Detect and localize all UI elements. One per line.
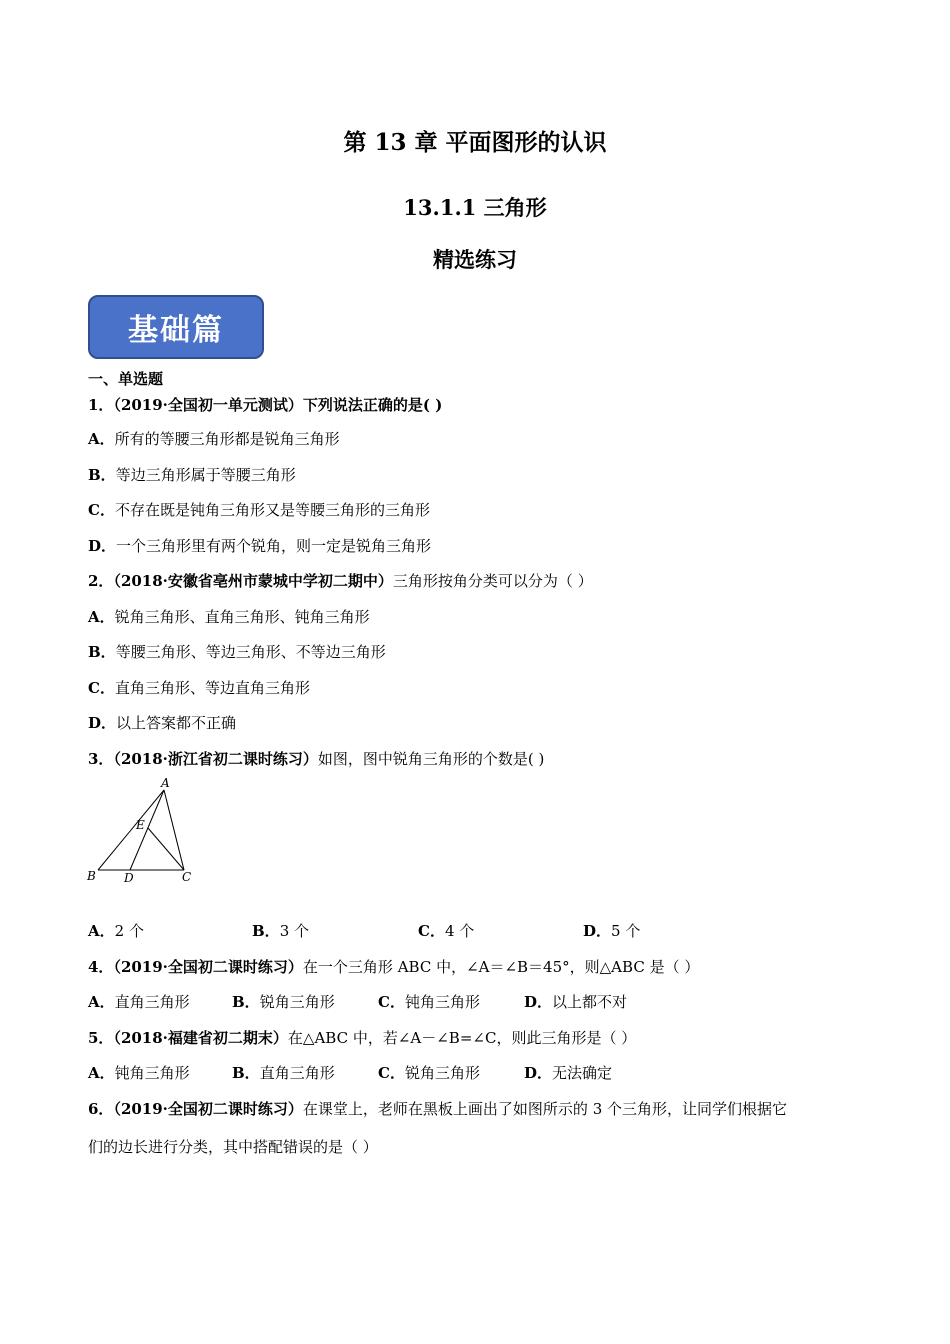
- vertex-label-d: D: [124, 871, 134, 885]
- question-number: 6．: [88, 1100, 114, 1118]
- question-6: [88, 1099, 787, 1119]
- option-d: D．以上答案都不正确: [88, 714, 237, 732]
- exercise-subtitle: 精选练习: [433, 247, 517, 272]
- options-row: [88, 992, 788, 1012]
- question-1: [88, 395, 442, 415]
- level-badge: 基础篇: [88, 295, 264, 359]
- option-c: C．不存在既是钝角三角形又是等腰三角形的三角形: [88, 501, 430, 519]
- option-b: B．等边三角形属于等腰三角形: [88, 466, 296, 484]
- segment-ab: [98, 790, 164, 870]
- question-source: （2019·全国初二课时练习）: [113, 958, 303, 976]
- option-a: A．直角三角形: [88, 993, 190, 1011]
- vertex-label-e: E: [136, 818, 145, 832]
- question-2: [88, 571, 593, 591]
- question-source: （2018·福建省初二期末）: [113, 1029, 288, 1047]
- options-row: [88, 1063, 788, 1083]
- option-d: D．一个三角形里有两个锐角，则一定是锐角三角形: [88, 537, 432, 555]
- question-stem: 下列说法正确的是( ): [302, 396, 443, 414]
- question-stem: 三角形按角分类可以分为（ ）: [392, 572, 593, 590]
- question-source: （2018·浙江省初二课时练习）: [113, 750, 318, 768]
- vertex-label-c: C: [182, 870, 192, 884]
- question-number: 3．: [88, 750, 114, 768]
- option-a: A．2 个: [88, 922, 144, 940]
- option-c: C．4 个: [418, 922, 475, 940]
- question-number: 2．: [88, 572, 114, 590]
- vertex-label-b: B: [87, 869, 96, 883]
- question-source: （2019·全国初一单元测试）: [113, 396, 303, 414]
- option-c: C．锐角三角形: [378, 1064, 480, 1082]
- option-b: B．等腰三角形、等边三角形、不等边三角形: [88, 643, 386, 661]
- question-6-continued: 们的边长进行分类，其中搭配错误的是（ ）: [88, 1138, 378, 1156]
- options-row: [88, 921, 788, 941]
- option-b: B．直角三角形: [232, 1064, 335, 1082]
- part-heading: 一、单选题: [88, 370, 164, 388]
- question-number: 1．: [88, 396, 114, 414]
- question-number: 5．: [88, 1029, 114, 1047]
- option-a: A．所有的等腰三角形都是锐角三角形: [88, 430, 340, 448]
- question-number: 4．: [88, 958, 114, 976]
- question-stem: 在一个三角形 ABC 中，∠A＝∠B＝45°，则△ABC 是（ ）: [302, 958, 700, 976]
- option-d: D．无法确定: [524, 1064, 613, 1082]
- option-a: A．钝角三角形: [88, 1064, 190, 1082]
- question-source: （2019·全国初二课时练习）: [113, 1100, 303, 1118]
- chapter-title: 第 13 章 平面图形的认识: [343, 129, 607, 156]
- question-5: [88, 1028, 636, 1048]
- option-c: C．钝角三角形: [378, 993, 480, 1011]
- section-title: 13.1.1 三角形: [403, 195, 547, 220]
- question-stem: 如图，图中锐角三角形的个数是( ): [317, 750, 545, 768]
- question-stem: 在课堂上，老师在黑板上画出了如图所示的 3 个三角形，让同学们根据它: [302, 1100, 788, 1118]
- question-stem: 在△ABC 中，若∠A－∠B=∠C，则此三角形是（ ）: [287, 1029, 637, 1047]
- option-c: C．直角三角形、等边直角三角形: [88, 679, 310, 697]
- option-d: D．5 个: [583, 922, 641, 940]
- vertex-label-a: A: [161, 776, 170, 790]
- question-3: [88, 749, 544, 769]
- option-b: B．3 个: [252, 922, 309, 940]
- option-b: B．锐角三角形: [232, 993, 335, 1011]
- question-4: [88, 957, 699, 977]
- triangle-figure: [84, 776, 204, 890]
- option-a: A．锐角三角形、直角三角形、钝角三角形: [88, 608, 370, 626]
- question-source: （2018·安徽省亳州市蒙城中学初二期中）: [113, 572, 393, 590]
- option-d: D．以上都不对: [524, 993, 628, 1011]
